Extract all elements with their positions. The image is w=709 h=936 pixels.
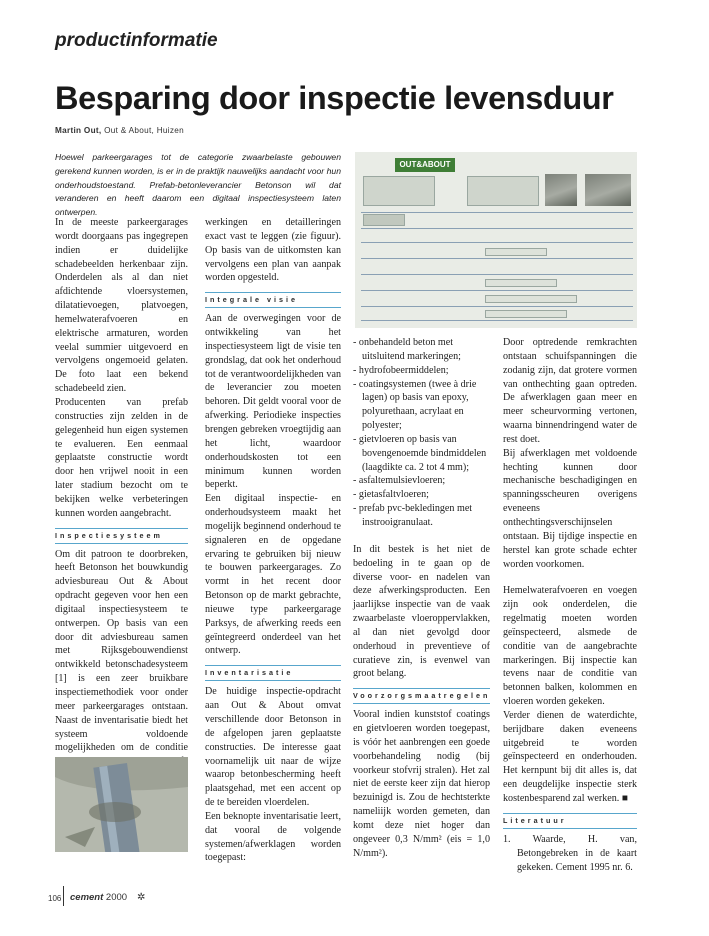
column-1: [55, 216, 188, 769]
paragraph: Een beknopte inventarisatie leert, dat vooral de volgende systemen/afwerklagen worden toegepast:: [205, 810, 341, 864]
section-label: productinformatie: [55, 30, 218, 51]
paragraph: Een digitaal inspectie- en onderhoudsysteem maakt het mogelijk beginnend onderhoud te signaleren en de opgedane ervaring te gebruiken bij nieuw te bouwen parkeergarages. Zo vormt in het recent door Betonson op de markt gebrachte, nieuwe type parkeergarage Parksys, de afwerking reeds een geïntegreerd onderdeel van het ontwerp.: [205, 493, 341, 657]
list-item: - onbehandeld beton met uitsluitend markeringen;: [353, 337, 461, 362]
magazine-name: cement 2000: [70, 892, 128, 903]
paragraph: In de meeste parkeergarages wordt doorgaans pas ingegrepen indien er duidelijke schadebeelden herkenbaar zijn. Onderdelen als al dan niet afdichtende vloersystemen, dilatatievoegen, platvoegen, hemelwaterafvoeren en elektrische armaturen, worden veelal summier uitgevoerd en vervolgens ongemoeid gelaten. De foto laat een bekend schadebeeld zien.: [55, 217, 188, 395]
paragraph: Hemelwaterafvoeren en voegen zijn ook onderdelen, die regelmatig moeten worden geïnspecteerd, alsmede de conditie van de aangebrachte markeringen. Bij inspectie kan tevens naar de conditie van betonnen balken, kolommen en vloeren worden gekeken.: [503, 585, 637, 708]
paragraph: Door optredende remkrachten ontstaan schuifspanningen die zodanig zijn, dat grotere vormen van onthechting gaan optreden. De afwerklagen gaan meer en meer scheurvorming vertonen, waarna binnendringend water de rest doet.: [503, 337, 637, 445]
finish-systems-list: [353, 336, 490, 530]
lead-paragraph: Hoewel parkeergarages tot de categorie zwaarbelaste gebouwen gerekend kunnen worden, is er in de praktijk nauwelijks aandacht voor hun onderhoudstoestand. Prefab-betonleverancier Betonson wil dat veranderen en heeft daarom een digitaal inspectiesysteem laten ontwerpen.: [55, 152, 341, 218]
page-number: 106: [48, 894, 62, 903]
reference: 1. Waarde, H. van, Betongebreken in de kaart gekeken. Cement 1995 nr. 6.: [503, 833, 637, 873]
magazine-logo-icon: ✲: [137, 892, 146, 903]
paragraph: werkingen en detailleringen exact vast te leggen (zie figuur). Op basis van de uitkomsten kan vervolgens een plan van aanpak worden opgesteld.: [205, 217, 341, 284]
paragraph: In dit bestek is het niet de bedoeling in te gaan op de diverse voor- en nadelen van deze afwerkingsproducten. Een jaarlijkse inspectie van de vaak zwaarbelaste vloeroppervlakken, al dan niet gevolgd door onderhoud in preventieve of curatieve zin, is evenwel van groot belang.: [353, 543, 490, 680]
subheading-voorzorgsmaatregelen: Voorzorgsmaatregelen: [353, 688, 490, 704]
list-item: - prefab pvc-bekledingen met instrooigranulaat.: [353, 503, 473, 528]
paragraph: Bij afwerklagen met voldoende hechting kunnen door mechanische beschadigingen en spanningsscheuren overigens eveneens onthechtingsverschijnselen ontstaan. Bij tijdige inspectie en herstel kan grote schade echter worden voorkomen.: [503, 447, 637, 570]
author: Martin Out,: [55, 126, 102, 135]
subheading-inventarisatie: Inventarisatie: [205, 665, 341, 681]
figure-logo: OUT&ABOUT: [395, 158, 455, 172]
subheading-integrale-visie: Integrale visie: [205, 292, 341, 308]
damage-photo: [55, 757, 188, 852]
byline: [55, 126, 184, 135]
list-item: - asfaltemulsievloeren;: [353, 475, 446, 487]
paragraph: De huidige inspectie-opdracht aan Out & About omvat verschillende door Betonson in de afgelopen jaren geplaatste constructies. De interesse gaat voornamelijk uit naar de wijze waarop betonbescherming heeft plaatsgehad, met een accent op de te bereiden vloerdelen.: [205, 686, 341, 809]
list-item: - gietvloeren op basis van bovengenoemde bindmiddelen (laagdikte ca. 2 tot 4 mm);: [353, 433, 487, 473]
footer-divider: [63, 886, 64, 906]
affiliation: Out & About, Huizen: [104, 126, 184, 135]
column-4: [503, 336, 637, 874]
column-2: [205, 216, 341, 865]
paragraph: Verder dienen de waterdichte, berijdbare daken eveneens uitgebreid te worden geïnspecteerd en onderhouden. Het kernpunt bij dit alles is, dat een deugdelijke inspectie sterk kostenbesparend zal werken. ■: [503, 709, 637, 804]
subheading-inspectiesysteem: Inspectiesysteem: [55, 528, 188, 544]
paragraph: Vooral indien kunststof coatings en gietvloeren worden toegepast, is vóór het aanbrengen een goede voorbehandeling nodig (bij voorkeur stofvrij stralen). Het zal niet de eerste keer zijn dat hierop bezuinigd is. Zou de hechtsterkte nameliijk worden gemeten, dan komt deze niet hoger dan ongeveer 0,3 N/mm² (eis = 1,0 N/mm²).: [353, 709, 490, 859]
list-item: - gietasfaltvloeren;: [353, 489, 429, 501]
inspection-system-screenshot: [355, 152, 637, 328]
article-title: Besparing door inspectie levensduur: [55, 80, 614, 116]
list-item: - hydrofobeermiddelen;: [353, 364, 449, 376]
paragraph: Producenten van prefab constructies zijn zelden in de gelegenheid hun eigen systemen te evalueren. Een eenmaal geplaatste constructie wordt door hen vrijwel nooit in een later stadium bezocht om te bekijken welke verbeteringen kunnen worden aangebracht.: [55, 396, 188, 519]
paragraph: Om dit patroon te doorbreken, heeft Betonson het bouwkundig adviesbureau Out & About opdracht gegeven voor hen een digitaal inspectiesysteem te ontwerpen. Op basis van een door dit adviesbureau samen met Rijksgebouwendienst ontwikkeld betonschadesysteem [1] is een zeer bruikbare inspectiemethodiek voor onder meer parkeergarages ontstaan. Naast de inventarisatie biedt het systeem voldoende mogelijkheden om de conditie: [55, 548, 188, 754]
list-item: - coatingsystemen (twee à drie lagen) op basis van epoxy, polyurethaan, acrylaat en polyester;: [353, 378, 477, 432]
subheading-literatuur: Literatuur: [503, 813, 637, 829]
paragraph: Aan de overwegingen voor de ontwikkeling van het inspectiesysteem ligt de visie ten grondslag, dat ook het onderhoud tot de verantwoordelijkheden van de leverancier zou moeten behoren. Dit geldt vooral voor de afwerking. Periodieke inspecties brengen gebreken vroegtijdig aan het licht, waardoor onderhoudskosten tot een minimum kunnen worden beperkt.: [205, 313, 341, 491]
column-3: [353, 336, 490, 861]
